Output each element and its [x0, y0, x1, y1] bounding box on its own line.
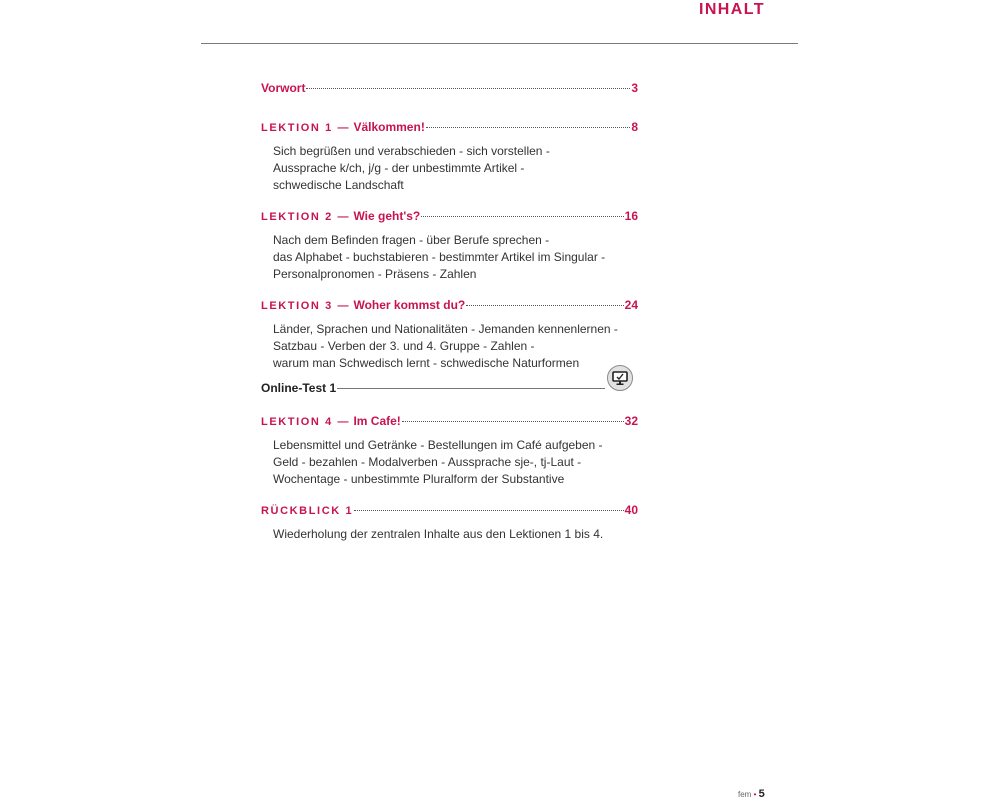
description-line: Nach dem Befinden fragen - über Berufe sprechen -	[273, 233, 550, 247]
toc-entry-description	[261, 437, 638, 488]
toc-entry-prefix: LEKTION 3 —	[261, 300, 351, 312]
toc-entry-description	[261, 232, 638, 283]
publisher-label: fem	[738, 790, 752, 799]
dot-leader	[402, 421, 624, 422]
toc-page-number: 40	[624, 503, 638, 517]
toc-entry-description	[261, 526, 638, 543]
toc-page-number: 3	[631, 81, 638, 95]
dot-leader	[306, 88, 630, 89]
toc-entry-lektion-3[interactable]	[261, 296, 638, 372]
toc-entry-rueckblick-1[interactable]	[261, 501, 638, 543]
toc-entry-prefix: LEKTION 1 —	[261, 122, 351, 134]
toc-entry-prefix: LEKTION 4 —	[261, 416, 351, 428]
toc-entry-name: Im Cafe!	[353, 414, 401, 428]
toc-entry-line	[261, 118, 638, 136]
toc-entry-prefix: RÜCKBLICK 1	[261, 505, 354, 517]
toc-entry-title	[261, 207, 420, 226]
page-number: 5	[758, 788, 765, 800]
toc-entry-name: Välkommen!	[353, 120, 425, 134]
description-line: schwedische Landschaft	[273, 178, 404, 192]
description-line: warum man Schwedisch lernt - schwedische Naturformen	[273, 356, 580, 370]
toc-entry-description	[261, 143, 638, 194]
toc-entry-name: Woher kommst du?	[353, 298, 466, 312]
description-line: Wiederholung der zentralen Inhalte aus den Lektionen 1 bis 4.	[273, 527, 604, 541]
description-line: das Alphabet - buchstabieren - bestimmter Artikel im Singular -	[273, 250, 606, 264]
dot-leader	[354, 510, 623, 511]
description-line: Geld - bezahlen - Modalverben - Aussprache sje-, tj-Laut -	[273, 455, 582, 469]
toc-entry-line	[261, 412, 638, 430]
dot-leader	[466, 305, 623, 306]
header-divider	[201, 43, 798, 44]
leader-line	[337, 388, 605, 389]
toc-entry-line	[261, 296, 638, 314]
dot-leader	[421, 216, 623, 217]
toc-entry-name: Wie geht's?	[353, 209, 421, 223]
description-line: Sich begrüßen und verabschieden - sich vorstellen -	[273, 144, 550, 158]
computer-monitor-icon-glyph	[611, 369, 629, 387]
toc-page-number: 16	[624, 209, 638, 223]
toc-entry-lektion-4[interactable]	[261, 412, 638, 488]
description-line: Länder, Sprachen und Nationalitäten - Jemanden kennenlernen -	[273, 322, 618, 336]
toc-entry-line	[261, 379, 606, 397]
computer-monitor-icon[interactable]	[607, 365, 633, 391]
toc-entry-title: Online-Test 1	[261, 381, 337, 395]
dot-leader	[426, 127, 631, 128]
toc-entry-title	[261, 296, 465, 315]
toc-entry-vorwort[interactable]	[261, 79, 638, 97]
toc-entry-lektion-2[interactable]	[261, 207, 638, 283]
toc-entry-line	[261, 501, 638, 519]
description-line: Wochentage - unbestimmte Pluralform der Substantive	[273, 472, 565, 486]
description-line: Personalpronomen - Präsens - Zahlen	[273, 267, 477, 281]
footer-separator: •	[753, 790, 757, 799]
toc-entry-title: Vorwort	[261, 81, 306, 95]
toc-entry-title	[261, 501, 353, 520]
page-title: INHALT	[699, 1, 765, 18]
toc-entry-prefix: LEKTION 2 —	[261, 211, 351, 223]
description-line: Lebensmittel und Getränke - Bestellungen im Café aufgeben -	[273, 438, 603, 452]
page-footer	[738, 788, 778, 800]
toc-page-number: 8	[631, 120, 638, 134]
toc-entry-description	[261, 321, 638, 372]
toc-entry-line	[261, 207, 638, 225]
toc-page-number: 32	[624, 414, 638, 428]
toc-entry-title	[261, 412, 401, 431]
description-line: Satzbau - Verben der 3. und 4. Gruppe - Zahlen -	[273, 339, 535, 353]
toc-entry-online-test-1[interactable]	[261, 379, 606, 397]
description-line: Aussprache k/ch, j/g - der unbestimmte Artikel -	[273, 161, 525, 175]
toc-entry-lektion-1[interactable]	[261, 118, 638, 194]
toc-entry-line	[261, 79, 638, 97]
toc-entry-title	[261, 118, 425, 137]
toc-page-number: 24	[624, 298, 638, 312]
